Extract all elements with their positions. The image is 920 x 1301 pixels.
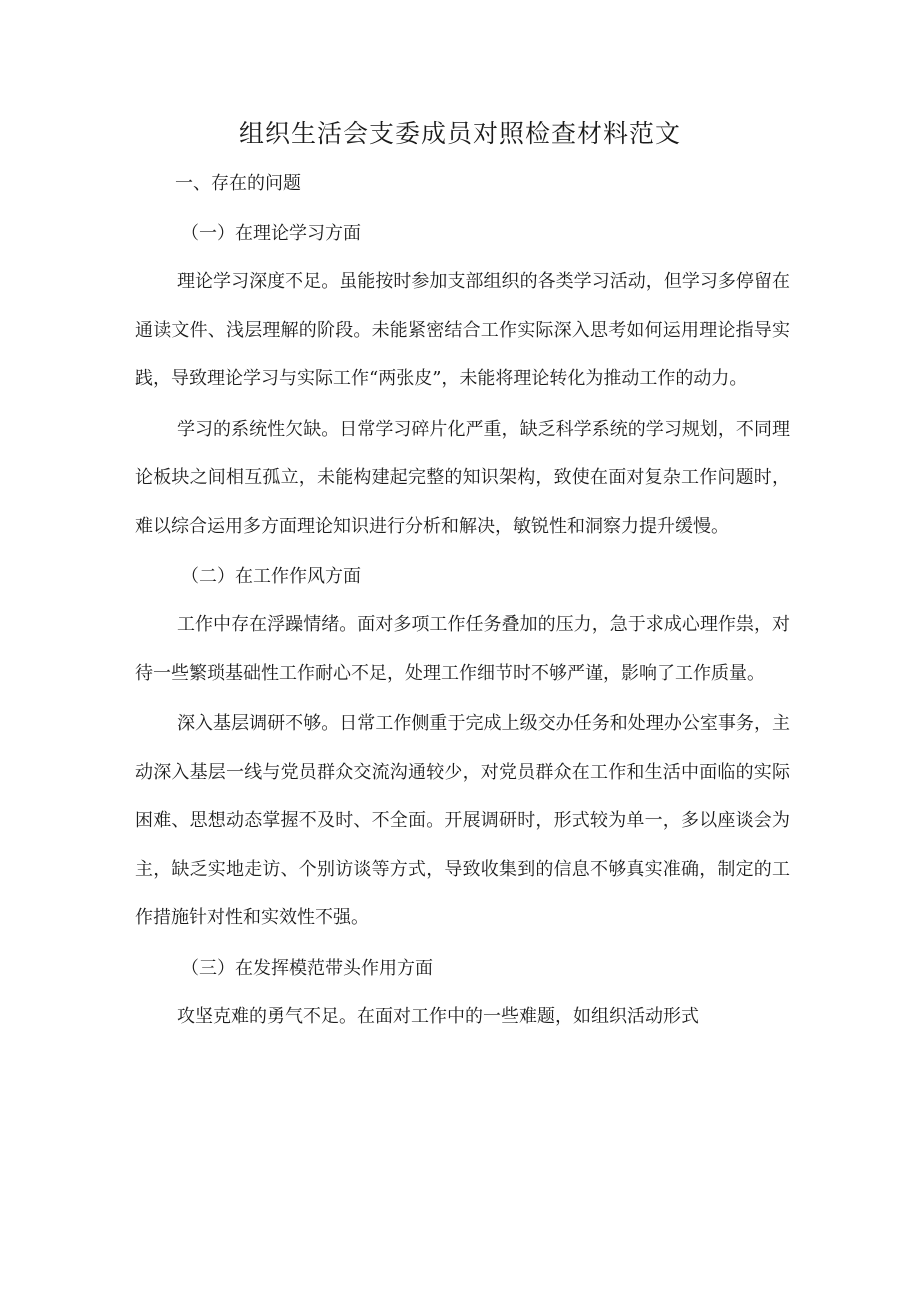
document-title: 组织生活会支委成员对照检查材料范文 (238, 119, 681, 148)
paragraph-theory-depth: 理论学习深度不足。虽能按时参加支部组织的各类学习活动，但学习多停留在通读文件、浅层理解的阶段。未能紧密结合工作实际深入思考如何运用理论指导实践，导致理论学习与实际工作“两张皮”，未能将理论转化为推动工作的动力。 (135, 271, 790, 389)
paragraph-theory-system: 学习的系统性欠缺。日常学习碎片化严重，缺乏科学系统的学习规划，不同理论板块之间相互孤立，未能构建起完整的知识架构，致使在面对复杂工作问题时，难以综合运用多方面理论知识进行分析和解决，敏锐性和洞察力提升缓慢。 (135, 418, 790, 537)
paragraph-courage: 攻坚克难的勇气不足。在面对工作中的一些难题，如组织活动形式 (177, 1005, 699, 1027)
subsection-heading-work-style: （二）在工作作风方面 (181, 566, 361, 587)
subsection-heading-theory-study: （一）在理论学习方面 (181, 223, 361, 244)
subsection-heading-role-model: （三）在发挥模范带头作用方面 (181, 957, 433, 979)
section-heading-problems: 一、存在的问题 (175, 173, 301, 194)
document-body (135, 170, 790, 1041)
paragraph-work-impatience: 工作中存在浮躁情绪。面对多项工作任务叠加的压力，急于求成心理作祟，对待一些繁琐基础性工作耐心不足，处理工作细节时不够严谨，影响了工作质量。 (135, 614, 790, 684)
paragraph-grassroots-research: 深入基层调研不够。日常工作侧重于完成上级交办任务和处理办公室事务，主动深入基层一线与党员群众交流沟通较少，对党员群众在工作和生活中面临的实际困难、思想动态掌握不及时、不全面。开展调研时，形式较为单一，多以座谈会为主，缺乏实地走访、个别访谈等方式，导致收集到的信息不够真实准确，制定的工作措施针对性和实效性不强。 (135, 713, 790, 928)
